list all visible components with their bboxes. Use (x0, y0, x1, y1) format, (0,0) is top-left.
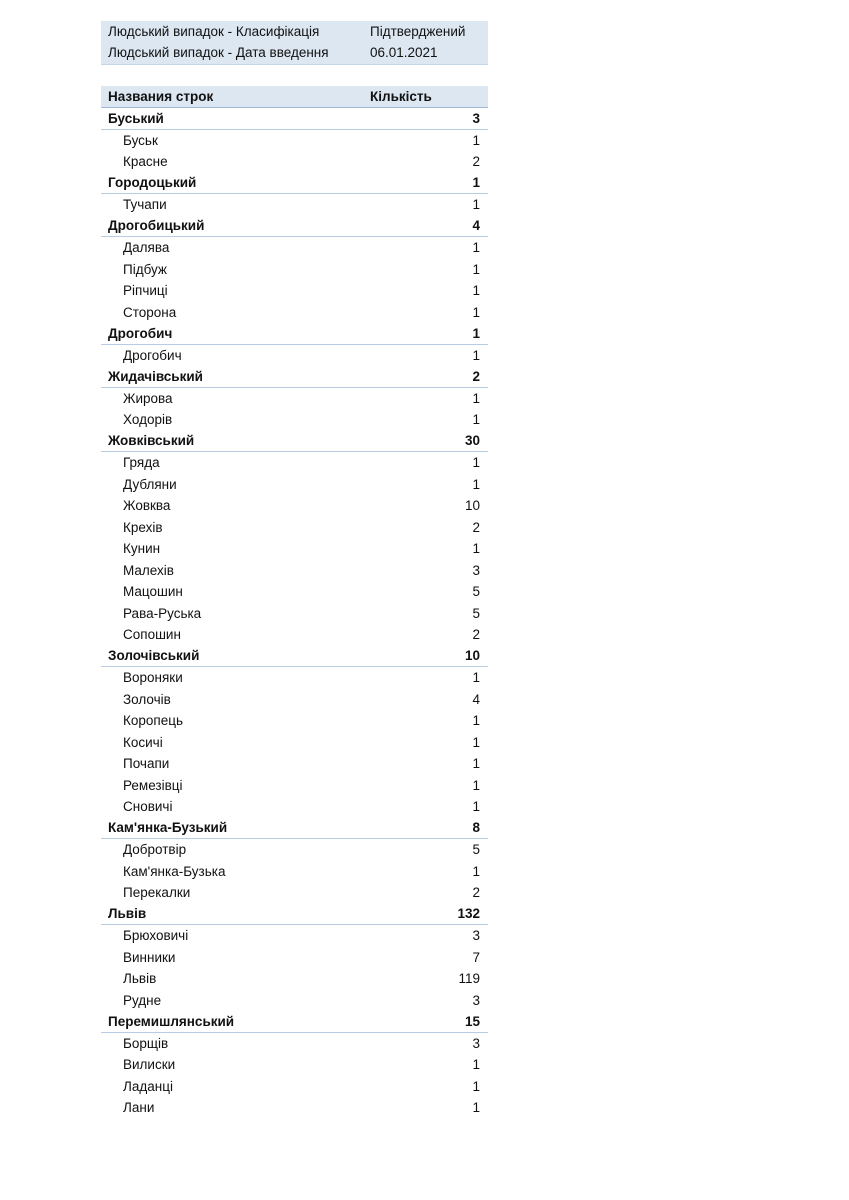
item-count: 5 (472, 605, 480, 621)
item-row (101, 495, 488, 517)
item-count: 1 (472, 283, 480, 299)
filter-label: Людський випадок - Дата введення (108, 45, 329, 60)
item-count: 1 (472, 390, 480, 406)
item-name: Кам'янка-Бузька (123, 863, 226, 879)
group-name: Жидачівський (108, 368, 203, 384)
group-name: Перемишлянський (108, 1013, 235, 1029)
item-name: Мацошин (123, 584, 183, 600)
item-name: Кунин (123, 541, 161, 557)
item-count: 1 (472, 455, 480, 471)
item-name: Коропець (123, 713, 183, 729)
item-name: Рава-Руська (123, 605, 202, 621)
item-count: 3 (472, 562, 480, 578)
group-row[interactable] (101, 1011, 488, 1033)
group-total: 3 (472, 110, 480, 126)
item-name: Добротвір (123, 842, 187, 858)
group-name: Буський (108, 110, 164, 126)
item-name: Малехів (123, 562, 174, 578)
item-row (101, 1033, 488, 1055)
item-row (101, 753, 488, 775)
item-row (101, 925, 488, 947)
item-row (101, 1054, 488, 1076)
item-row (101, 237, 488, 259)
group-name: Львів (108, 906, 147, 922)
group-row[interactable] (101, 323, 488, 345)
item-row (101, 538, 488, 560)
item-row (101, 474, 488, 496)
item-name: Підбуж (123, 261, 167, 277)
item-row (101, 689, 488, 711)
filter-row (101, 21, 488, 42)
row-labels-header[interactable]: Названия строк (108, 89, 214, 104)
group-total: 1 (472, 175, 480, 191)
item-name: Дрогобич (123, 347, 182, 363)
group-name: Кам'янка-Бузький (108, 820, 228, 836)
item-count: 1 (472, 1100, 480, 1116)
item-count: 1 (472, 863, 480, 879)
item-name: Крехів (123, 519, 163, 535)
item-name: Ходорів (123, 412, 173, 428)
item-count: 5 (472, 584, 480, 600)
item-name: Далява (123, 240, 170, 256)
item-count: 1 (472, 197, 480, 213)
group-row[interactable] (101, 108, 488, 130)
item-count: 1 (472, 670, 480, 686)
report-filters (101, 21, 488, 65)
item-row (101, 732, 488, 754)
item-count: 2 (472, 627, 480, 643)
item-row (101, 560, 488, 582)
item-row (101, 302, 488, 324)
item-row (101, 259, 488, 281)
group-total: 4 (472, 218, 480, 234)
item-count: 3 (472, 1035, 480, 1051)
group-name: Дрогобич (108, 325, 173, 341)
item-count: 1 (472, 799, 480, 815)
item-row (101, 882, 488, 904)
item-count: 1 (472, 1078, 480, 1094)
group-name: Золочівський (108, 648, 200, 664)
item-count: 1 (472, 261, 480, 277)
item-name: Жирова (123, 390, 173, 406)
group-total: 132 (457, 906, 480, 922)
item-row (101, 280, 488, 302)
item-row (101, 861, 488, 883)
item-count: 2 (472, 154, 480, 170)
filter-row (101, 42, 488, 63)
group-row[interactable] (101, 431, 488, 453)
item-count: 1 (472, 476, 480, 492)
item-name: Рудне (123, 992, 162, 1008)
item-row (101, 151, 488, 173)
item-row (101, 667, 488, 689)
pivot-header (101, 86, 488, 108)
item-row (101, 130, 488, 152)
item-row (101, 194, 488, 216)
item-count: 1 (472, 347, 480, 363)
item-name: Винники (123, 949, 176, 965)
group-row[interactable] (101, 216, 488, 238)
group-total: 1 (472, 325, 480, 341)
item-row (101, 581, 488, 603)
filter-value[interactable]: Підтверджений (370, 24, 466, 39)
item-row (101, 968, 488, 990)
item-row (101, 1076, 488, 1098)
count-header: Кількість (370, 89, 432, 104)
item-count: 1 (472, 412, 480, 428)
item-row (101, 452, 488, 474)
item-count: 5 (472, 842, 480, 858)
item-count: 1 (472, 734, 480, 750)
item-name: Золочів (123, 691, 171, 707)
item-row (101, 990, 488, 1012)
item-count: 1 (472, 777, 480, 793)
group-row[interactable] (101, 904, 488, 926)
item-name: Борщів (123, 1035, 169, 1051)
item-count: 1 (472, 132, 480, 148)
group-total: 30 (464, 433, 480, 449)
item-name: Вороняки (123, 670, 183, 686)
item-name: Гряда (123, 455, 160, 471)
group-total: 8 (472, 820, 480, 836)
item-row (101, 775, 488, 797)
item-row (101, 1097, 488, 1119)
group-total: 2 (472, 368, 480, 384)
item-name: Красне (123, 154, 168, 170)
item-row (101, 409, 488, 431)
item-count: 1 (472, 541, 480, 557)
item-name: Брюховичі (123, 928, 189, 944)
item-count: 10 (464, 498, 480, 514)
item-row (101, 796, 488, 818)
item-row (101, 710, 488, 732)
item-count: 1 (472, 240, 480, 256)
item-name: Ріпчиці (123, 283, 168, 299)
group-name: Городоцький (108, 175, 197, 191)
item-row (101, 388, 488, 410)
filter-label: Людський випадок - Класифікація (108, 24, 320, 39)
group-total: 15 (464, 1013, 480, 1029)
item-name: Сновичі (123, 799, 173, 815)
group-row[interactable] (101, 173, 488, 195)
group-row[interactable] (101, 366, 488, 388)
item-count: 2 (472, 519, 480, 535)
item-row (101, 345, 488, 367)
filter-value[interactable]: 06.01.2021 (370, 45, 438, 60)
group-name: Дрогобицький (108, 218, 205, 234)
item-name: Ремезівці (123, 777, 183, 793)
item-name: Дубляни (123, 476, 177, 492)
item-name: Тучапи (123, 197, 167, 213)
item-name: Лани (123, 1100, 155, 1116)
item-name: Жовква (123, 498, 171, 514)
item-row (101, 517, 488, 539)
pivot-table (101, 86, 488, 1119)
group-row[interactable] (101, 818, 488, 840)
item-name: Перекалки (123, 885, 191, 901)
item-row (101, 624, 488, 646)
group-name: Жовківський (108, 433, 195, 449)
item-count: 1 (472, 713, 480, 729)
item-name: Буськ (123, 132, 158, 148)
item-count: 1 (472, 1057, 480, 1073)
item-name: Сопошин (123, 627, 181, 643)
item-count: 1 (472, 756, 480, 772)
item-count: 3 (472, 928, 480, 944)
item-name: Косичі (123, 734, 163, 750)
item-count: 3 (472, 992, 480, 1008)
item-row (101, 603, 488, 625)
group-total: 10 (464, 648, 480, 664)
item-count: 119 (458, 971, 480, 987)
item-count: 7 (472, 949, 480, 965)
item-count: 4 (472, 691, 480, 707)
item-name: Львів (123, 971, 157, 987)
item-name: Сторона (123, 304, 177, 320)
item-name: Почапи (123, 756, 170, 772)
pivot-body (101, 108, 488, 1119)
item-name: Вилиски (123, 1057, 176, 1073)
item-count: 1 (472, 304, 480, 320)
item-row (101, 839, 488, 861)
item-count: 2 (472, 885, 480, 901)
item-row (101, 947, 488, 969)
group-row[interactable] (101, 646, 488, 668)
item-name: Ладанці (123, 1078, 173, 1094)
